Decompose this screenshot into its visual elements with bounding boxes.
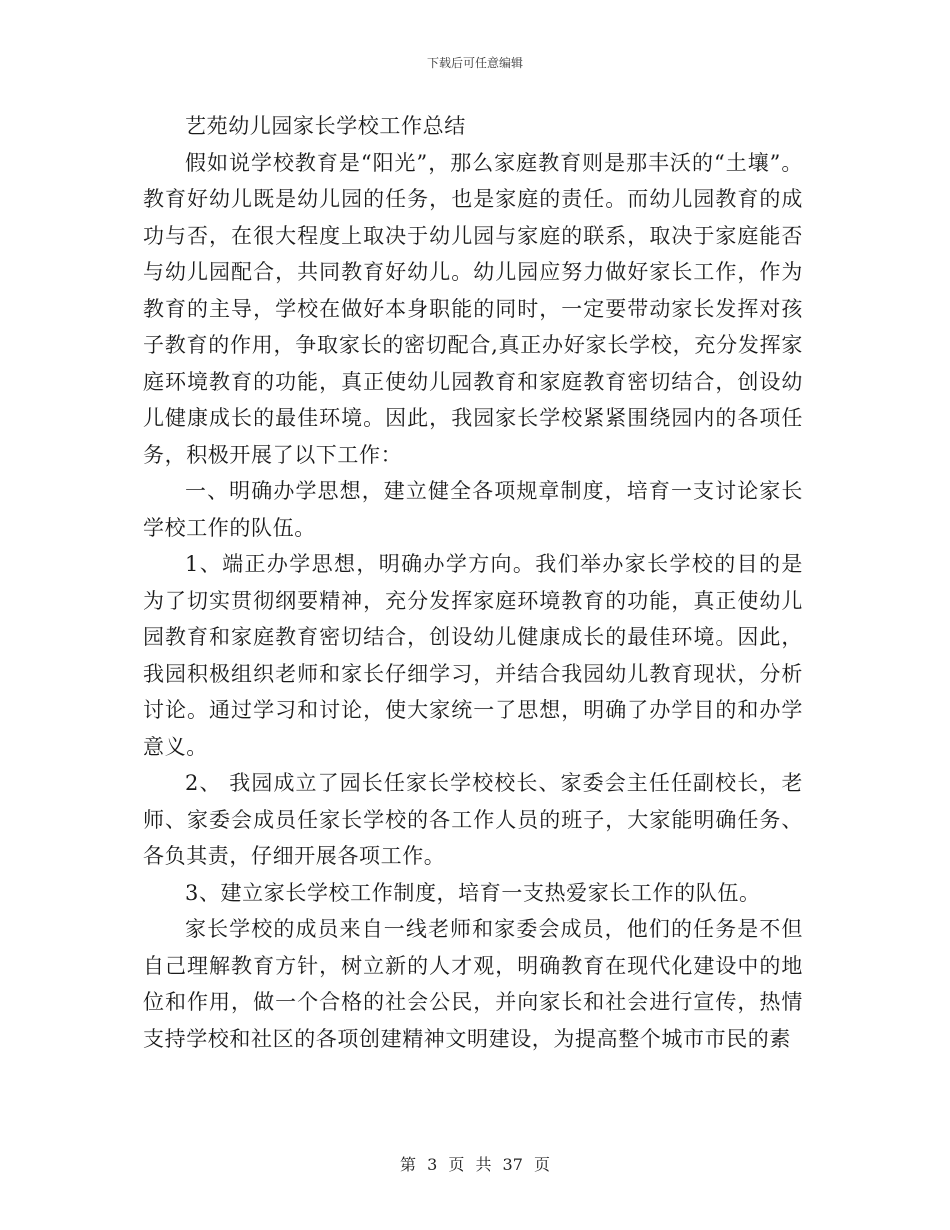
paragraph-item-2: 2、 我园成立了园长任家长学校校长、家委会主任任副校长，老师、家委会成员任家长学校的各工作人员的班子，大家能明确任务、各负其责，仔细开展各项工作。 (143, 771, 803, 868)
paragraph-item-3: 3、建立家长学校工作制度，培育一支热爱家长工作的队伍。 (185, 880, 761, 905)
paragraph-members: 家长学校的成员来自一线老师和家委会成员，他们的任务是不但自己理解教育方针，树立新的人才观，明确教育在现代化建设中的地位和作用，做一个合格的社会公民，并向家长和社会进行宣传，热情支持学校和社区的各项创建精神文明建设，为提高整个城市市民的素 (143, 917, 803, 1051)
page-footer: 第 3 页 共 37 页 (400, 1155, 550, 1174)
document-title: 艺苑幼儿园家长学校工作总结 (185, 114, 466, 138)
paragraph-intro: 假如说学校教育是“阳光”，那么家庭教育则是那丰沃的“土壤”。教育好幼儿既是幼儿园的任务，也是家庭的责任。而幼儿园教育的成功与否，在很大程度上取决于幼儿园与家庭的联系，取决于家庭能否与幼儿园配合，共同教育好幼儿。幼儿园应努力做好家长工作，作为教育的主导，学校在做好本身职能的同时，一定要带动家长发挥对孩子教育的作用，争取家长的密切配合,真正办好家长学校，充分发挥家庭环境教育的功能，真正使幼儿园教育和家庭教育密切结合，创设幼儿健康成长的最佳环境。因此，我园家长学校紧紧围绕园内的各项任务，积极开展了以下工作： (143, 150, 803, 467)
paragraph-section-one: 一、明确办学思想，建立健全各项规章制度，培育一支讨论家长学校工作的队伍。 (143, 479, 803, 540)
page-header: 下载后可任意编辑 (426, 56, 523, 70)
document-body (143, 108, 803, 1057)
paragraph-item-1: 1、端正办学思想，明确办学方向。我们举办家长学校的目的是为了切实贯彻纲要精神，充分发挥家庭环境教育的功能，真正使幼儿园教育和家庭教育密切结合，创设幼儿健康成长的最佳环境。因此，我园积极组织老师和家长仔细学习，并结合我园幼儿教育现状，分析讨论。通过学习和讨论，使大家统一了思想，明确了办学目的和办学意义。 (143, 552, 803, 759)
